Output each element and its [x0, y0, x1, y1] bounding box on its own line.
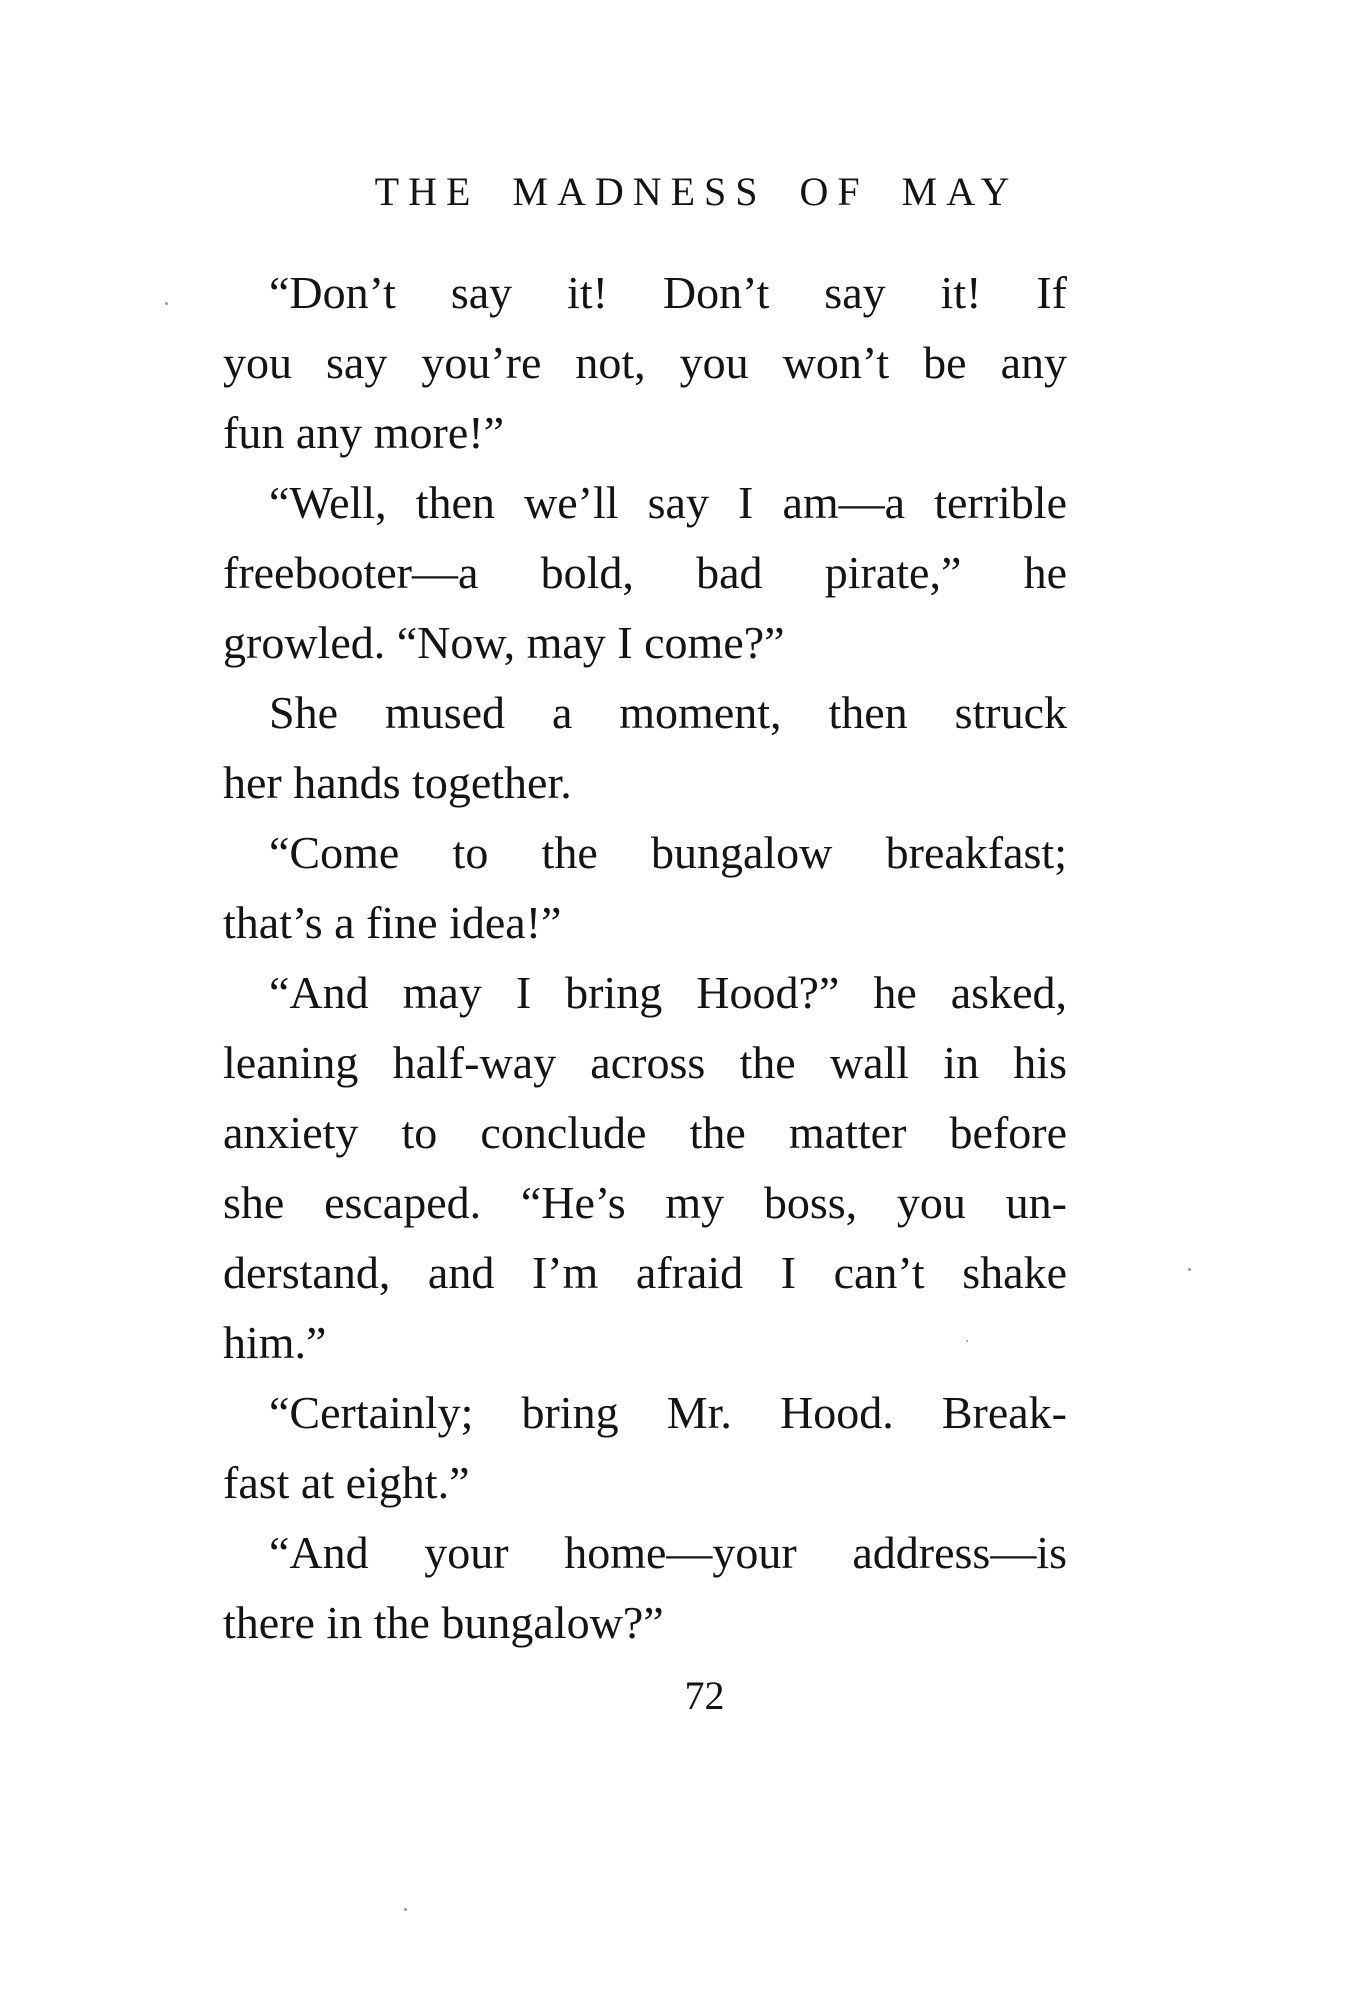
text-line: fast at eight.”	[223, 1457, 470, 1508]
text-line: her hands together.	[223, 757, 572, 808]
running-head: THE MADNESS OF MAY	[374, 169, 1019, 214]
paragraph	[177, 678, 1067, 818]
text-line: leaning half-way across the wall in his	[223, 1037, 1067, 1088]
text-line: She mused a moment, then struck	[269, 687, 1067, 738]
text-line: “And may I bring Hood?” he asked,	[269, 967, 1067, 1018]
text-line: “Come to the bungalow breakfast;	[269, 827, 1067, 878]
text-line: “Don’t say it! Don’t say it! If	[269, 267, 1067, 318]
text-line: freebooter—a bold, bad pirate,” he	[223, 547, 1067, 598]
text-line: anxiety to conclude the matter before	[223, 1107, 1067, 1158]
text-line: him.”	[223, 1317, 327, 1368]
text-line: “Certainly; bring Mr. Hood. Break-	[269, 1387, 1067, 1438]
paragraph	[177, 258, 1067, 468]
text-line: derstand, and I’m afraid I can’t shake	[223, 1247, 1067, 1298]
body-text	[177, 258, 1067, 1658]
paper-speck	[966, 1340, 968, 1342]
paper-speck	[1188, 1268, 1191, 1271]
text-line: she escaped. “He’s my boss, you un-	[223, 1177, 1067, 1228]
text-line: growled. “Now, may I come?”	[223, 617, 785, 668]
text-line: fun any more!”	[223, 407, 504, 458]
paragraph	[177, 1518, 1067, 1658]
text-line: that’s a fine idea!”	[223, 897, 562, 948]
paragraph	[177, 958, 1067, 1378]
text-line: you say you’re not, you won’t be any	[223, 337, 1067, 388]
paper-speck	[165, 302, 168, 305]
text-line: “Well, then we’ll say I am—a terrible	[269, 477, 1067, 528]
paragraph	[177, 468, 1067, 678]
text-line: there in the bungalow?”	[223, 1597, 664, 1648]
page-number: 72	[684, 1673, 725, 1718]
paper-speck	[404, 1908, 407, 1911]
paragraph	[177, 818, 1067, 958]
paragraph	[177, 1378, 1067, 1518]
text-line: “And your home—your address—is	[269, 1527, 1067, 1578]
